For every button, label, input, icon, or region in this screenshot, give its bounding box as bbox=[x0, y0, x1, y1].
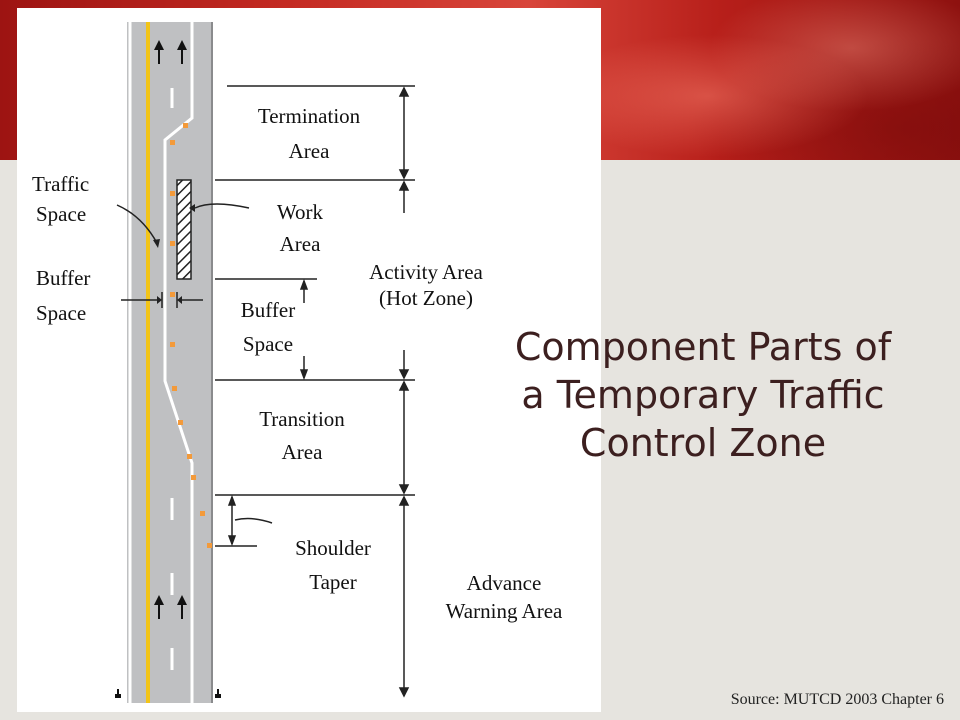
shoulder-taper-label: Taper bbox=[309, 570, 357, 594]
buffer-space-zone-label: Space bbox=[242, 332, 294, 356]
slide-title bbox=[478, 323, 928, 467]
cone-icon bbox=[170, 140, 175, 145]
cone-icon bbox=[183, 123, 188, 128]
traffic-space-label: Traffic bbox=[32, 172, 90, 196]
transition-area-label: Transition bbox=[259, 407, 345, 431]
cone-icon bbox=[170, 342, 175, 347]
buffer-space-zone-label: Buffer bbox=[240, 298, 296, 322]
roadway bbox=[127, 22, 212, 703]
cone-icon bbox=[170, 191, 175, 196]
slide-title-line: a Temporary Traffic bbox=[521, 373, 885, 417]
dimension-arrows bbox=[229, 88, 408, 696]
activity-area-label: (Hot Zone) bbox=[379, 286, 473, 310]
cone-icon bbox=[207, 543, 212, 548]
cone-icon bbox=[172, 386, 177, 391]
termination-area-label: Termination bbox=[257, 104, 361, 128]
cone-icon bbox=[200, 511, 205, 516]
cone-icon bbox=[178, 420, 183, 425]
work-area-label: Work bbox=[276, 200, 324, 224]
cone-icon bbox=[170, 292, 175, 297]
advance-warning-area-label: Advance bbox=[466, 571, 542, 595]
cone-icon bbox=[187, 454, 192, 459]
advance-warning-area-label: Warning Area bbox=[445, 599, 563, 623]
buffer-space-label: Buffer bbox=[36, 266, 91, 290]
shoulder-taper-label: Shoulder bbox=[295, 536, 371, 560]
source-citation: Source: MUTCD 2003 Chapter 6 bbox=[730, 691, 944, 708]
work-area-block bbox=[177, 180, 191, 279]
activity-area-label: Activity Area bbox=[369, 260, 483, 284]
traffic-space-label: Space bbox=[36, 202, 87, 226]
termination-area-label: Area bbox=[288, 139, 330, 163]
transition-area-label: Area bbox=[281, 440, 323, 464]
banner-motion-blur bbox=[600, 0, 960, 160]
work-area-label: Area bbox=[279, 232, 321, 256]
cone-icon bbox=[191, 475, 196, 480]
slide-title-line: Component Parts of bbox=[514, 325, 892, 369]
cone-icon bbox=[170, 241, 175, 246]
slide-title-line: Control Zone bbox=[579, 421, 827, 465]
buffer-space-label: Space bbox=[36, 301, 87, 325]
